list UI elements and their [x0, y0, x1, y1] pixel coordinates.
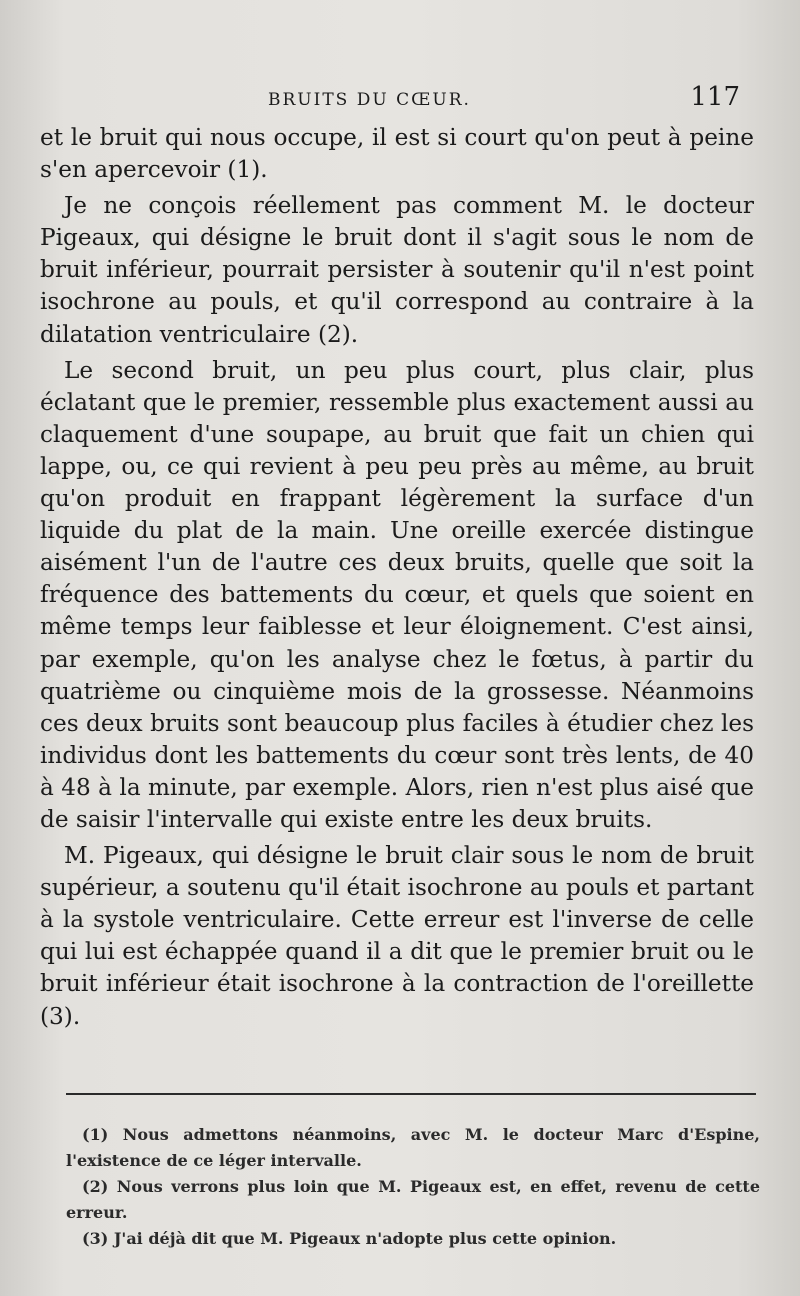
footnote-3: (3) J'ai déjà dit que M. Pigeaux n'adopte plus cette opinion.	[82, 1229, 617, 1248]
paragraph-2: Je ne conçois réellement pas comment M. le docteur Pigeaux, qui désigne le bruit dont il s'agit sous le nom de bruit inférieur, pourrait persister à soutenir qu'il n'est point isochrone au pouls, et qu'il correspond au contraire à la dilatation ventriculaire (2).	[40, 192, 754, 348]
page-number: 117	[690, 82, 740, 112]
footnote-divider	[66, 1093, 756, 1095]
paragraph-4: M. Pigeaux, qui désigne le bruit clair sous le nom de bruit supérieur, a soutenu qu'il était isochrone au pouls et partant à la systole ventriculaire. Cette erreur est l'inverse de celle qui lui est échappée quand il a dit que le premier bruit ou le bruit inférieur était isochrone à la contraction de l'oreillette (3).	[40, 842, 754, 1030]
paragraph-3: Le second bruit, un peu plus court, plus clair, plus éclatant que le premier, ressemble plus exactement aussi au claquement d'une soupape, au bruit que fait un chien qui lappe, ou, ce qui revient à peu peu près au même, au bruit qu'on produit en frappant légèrement la surface d'un liquide du plat de la main. Une oreille exercée distingue aisément l'un de l'autre ces deux bruits, quelle que soit la fréquence des battements du cœur, et quels que soient en même temps leur faiblesse et leur éloignement. C'est ainsi, par exemple, qu'on les analyse chez le fœtus, à partir du quatrième ou cinquième mois de la grossesse. Néanmoins ces deux bruits sont beaucoup plus faciles à étudier chez les individus dont les battements du cœur sont très lents, de 40 à 48 à la minute, par exemple. Alors, rien n'est plus aisé que de saisir l'intervalle qui existe entre les deux bruits.	[40, 356, 754, 833]
body-text	[40, 122, 754, 1033]
footnotes	[66, 1122, 760, 1252]
running-head	[40, 82, 740, 120]
footnote-1: (1) Nous admettons néanmoins, avec M. le docteur Marc d'Espine, l'existence de ce léger intervalle.	[66, 1125, 760, 1170]
paragraph-1: et le bruit qui nous occupe, il est si court qu'on peut à peine s'en apercevoir (1).	[40, 124, 754, 184]
running-title: BRUITS DU CŒUR.	[268, 90, 471, 110]
footnote-2: (2) Nous verrons plus loin que M. Pigeaux est, en effet, revenu de cette erreur.	[66, 1177, 760, 1222]
